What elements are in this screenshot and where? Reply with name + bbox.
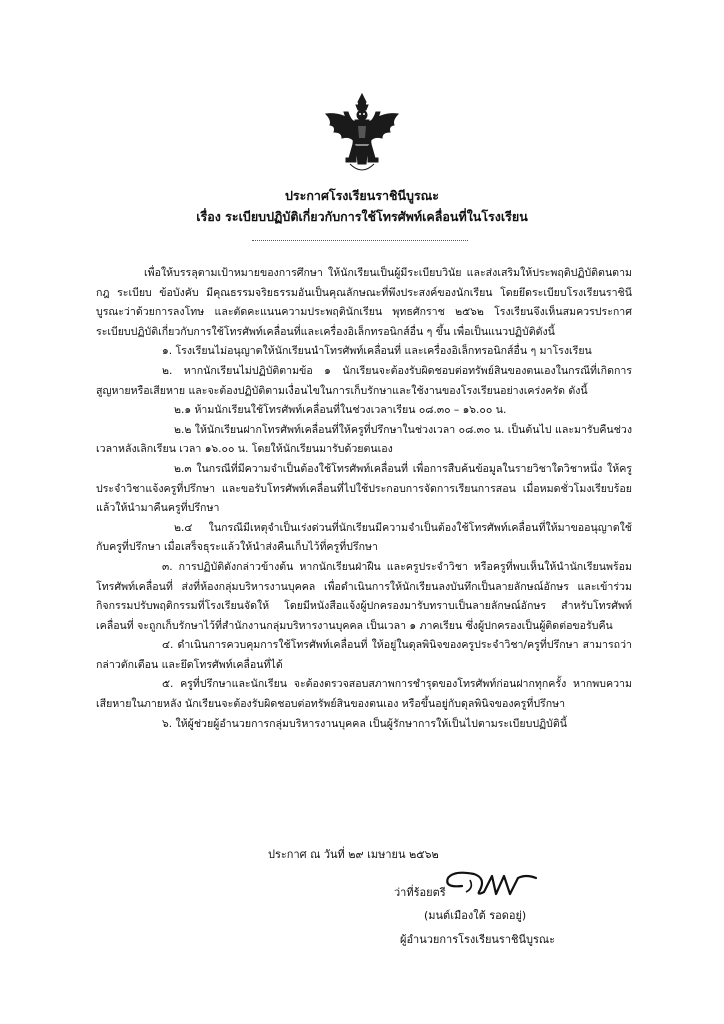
- announcement-title: ประกาศโรงเรียนราชินีบูรณะ: [285, 188, 439, 203]
- clause-1: ๑. โรงเรียนไม่อนุญาตให้นักเรียนนำโทรศัพท์เคลื่อนที่ และเครื่องอิเล็กทรอนิกส์อื่น ๆ มาโรงเรียน: [162, 345, 592, 358]
- handwritten-signature: [440, 866, 550, 902]
- clause-2-2: ๒.๒ ให้นักเรียนฝากโทรศัพท์เคลื่อนที่ให้ครูที่ปรึกษาในช่วงเวลา ๐๘.๓๐ น. เป็นต้นไป และมารับคืนช่วงเวลาหลังเลิกเรียน เวลา ๑๖.๐๐ น. โดยให้นักเรียนมารับด้วยตนเอง: [96, 423, 632, 456]
- intro-paragraph: เพื่อให้บรรลุตามเป้าหมายของการศึกษา ให้นักเรียนเป็นผู้มีระเบียบวินัย และส่งเสริมให้ประพฤติปฏิบัติตนตามกฎ ระเบียบ ข้อบังคับ มีคุณธรรมจริยธรรมอันเป็นคุณลักษณะที่พึงประสงค์ของนักเรียน โดยยึดระเบียบโรงเรียนราชินีบูรณะว่าด้วยการลงโทษ และตัดคะแนนความประพฤตินักเรียน พุทธศักราช ๒๕๖๒ โรงเรียนจึงเห็นสมควรประกาศระเบียบปฏิบัติเกี่ยวกับการใช้โทรศัพท์เคลื่อนที่และเครื่องอิเล็กทรอนิกส์อื่น ๆ ขึ้น เพื่อเป็นแนวปฏิบัติดังนี้: [96, 267, 632, 338]
- clause-6: ๖. ให้ผู้ช่วยผู้อำนวยการกลุ่มบริหารงานบุคคล เป็นผู้รักษาการให้เป็นไปตามระเบียบปฏิบัตินี้: [162, 717, 568, 730]
- clause-2-3: ๒.๓ ในกรณีที่มีความจำเป็นต้องใช้โทรศัพท์เคลื่อนที่ เพื่อการสืบค้นข้อมูลในรายวิชาใดวิชาหนึ่ง ให้ครูประจำวิชาแจ้งครูที่ปรึกษา และขอรับโทรศัพท์เคลื่อนที่ไปใช้ประกอบการจัดการเรียนการสอน เมื่อหมดชั่วโมงเรียบร้อยแล้วให้นำมาคืนครูที่ปรึกษา: [96, 462, 632, 515]
- announcement-body: [96, 264, 632, 734]
- clause-2: ๒. หากนักเรียนไม่ปฏิบัติตามข้อ ๑ นักเรียนจะต้องรับผิดชอบต่อทรัพย์สินของตนเองในกรณีที่เกิดการสูญหายหรือเสียหาย และจะต้องปฏิบัติตามเงื่อนไขในการเก็บรักษาและใช้งานของโรงเรียนอย่างเคร่งครัด ดังนี้: [96, 364, 632, 397]
- clause-4: ๔. ดำเนินการควบคุมการใช้โทรศัพท์เคลื่อนที่ ให้อยู่ในดุลพินิจของครูประจำวิชา/ครูที่ปรึกษา สามารถว่ากล่าวตักเตือน และยึดโทรศัพท์เคลื่อนที่ได้: [96, 639, 632, 671]
- clause-2-1: ๒.๑ ห้ามนักเรียนใช้โทรศัพท์เคลื่อนที่ในช่วงเวลาเรียน ๐๘.๓๐ – ๑๖.๐๐ น.: [174, 404, 507, 417]
- clause-5: ๕. ครูที่ปรึกษาและนักเรียน จะต้องตรวจสอบสภาพการชำรุดของโทรศัพท์ก่อนฝากทุกครั้ง หากพบความเสียหายในภายหลัง นักเรียนจะต้องรับผิดชอบต่อทรัพย์สินของตนเอง หรือขึ้นอยู่กับดุลพินิจของครูที่ปรึกษา: [96, 678, 632, 711]
- signer-rank: ว่าที่ร้อยตรี: [394, 886, 446, 899]
- garuda-emblem-icon: [322, 92, 402, 176]
- clause-3: ๓. การปฏิบัติดังกล่าวข้างต้น หากนักเรียนฝ่าฝืน และครูประจำวิชา หรือครูที่พบเห็นให้นำนักเรียนพร้อมโทรศัพท์เคลื่อนที่ ส่งที่ห้องกลุ่มบริหารงานบุคคล เพื่อดำเนินการให้นักเรียนลงบันทึกเป็นลายลักษณ์อักษร และเข้าร่วมกิจกรรมปรับพฤติกรรมที่โรงเรียนจัดให้ โดยมีหนังสือแจ้งผู้ปกครองมารับทราบเป็นลายลักษณ์อักษร สำหรับโทรศัพท์เคลื่อนที่ จะถูกเก็บรักษาไว้ที่สำนักงานกลุ่มบริหารงานบุคคล เป็นเวลา ๑ ภาคเรียน ซึ่งผู้ปกครองเป็นผู้ติดต่อขอรับคืน: [96, 560, 632, 632]
- announcement-date: ประกาศ ณ วันที่ ๒๙ เมษายน ๒๕๖๒: [268, 848, 439, 861]
- dotted-divider: [252, 240, 468, 241]
- signer-position: ผู้อำนวยการโรงเรียนราชินีบูรณะ: [400, 933, 556, 946]
- signer-name: (มนต์เมืองใต้ รอดอยู่): [424, 909, 527, 922]
- announcement-subject: เรื่อง ระเบียบปฏิบัติเกี่ยวกับการใช้โทรศัพท์เคลื่อนที่ในโรงเรียน: [196, 209, 528, 224]
- clause-2-4: ๒.๔ ในกรณีมีเหตุจำเป็นเร่งด่วนที่นักเรียนมีความจำเป็นต้องใช้โทรศัพท์เคลื่อนที่ให้มาขออนุญาตใช้กับครูที่ปรึกษา เมื่อเสร็จธุระแล้วให้นำส่งคืนเก็บไว้ที่ครูที่ปรึกษา: [96, 521, 632, 554]
